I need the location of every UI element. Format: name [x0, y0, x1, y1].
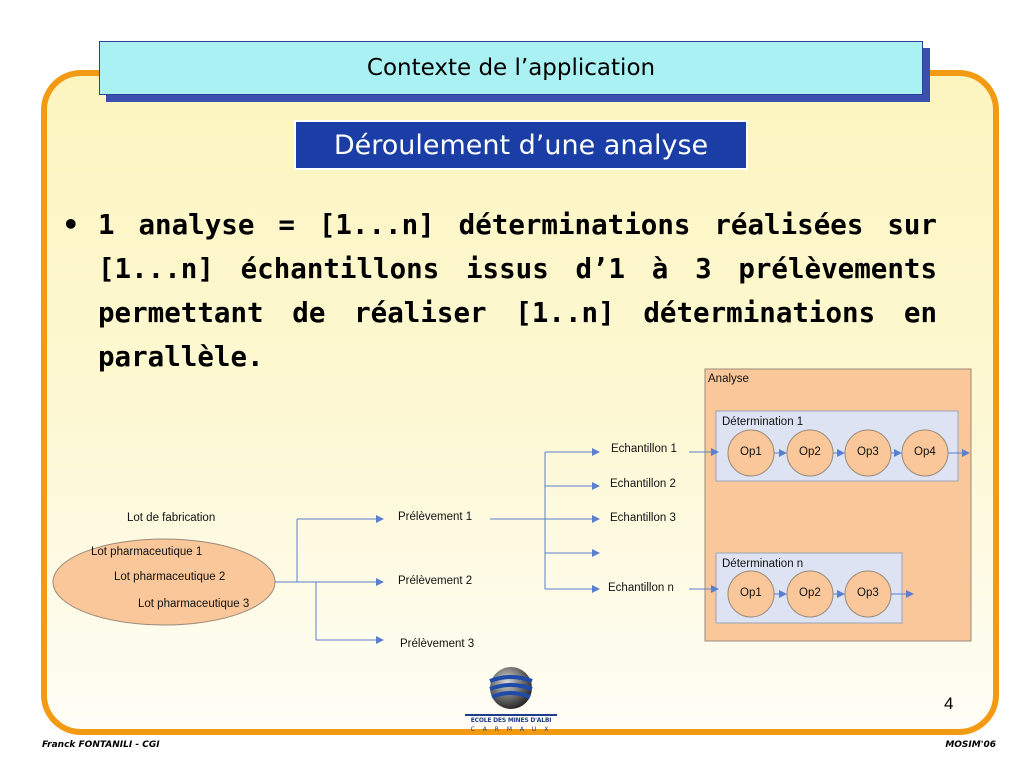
prelevement-label-2: Prélèvement 2	[398, 575, 473, 587]
lot-label-1: Lot pharmaceutique 1	[91, 546, 203, 558]
op-label: Op3	[857, 446, 879, 458]
op-label: Op1	[740, 446, 762, 458]
echantillon-label-n: Echantillon n	[608, 582, 674, 594]
prelevement-label-1: Prélèvement 1	[398, 511, 473, 523]
op-label: Op1	[740, 587, 762, 599]
determination-1-label: Détermination 1	[722, 416, 804, 428]
op-label: Op3	[857, 587, 879, 599]
echantillon-label-1: Echantillon 1	[611, 443, 677, 455]
lot-label-3: Lot pharmaceutique 3	[138, 598, 250, 610]
footer-author: Franck FONTANILI - CGI	[42, 740, 160, 750]
echantillon-label-3: Echantillon 3	[610, 512, 676, 524]
echantillon-label-2: Echantillon 2	[610, 478, 676, 490]
lot-label-2: Lot pharmaceutique 2	[114, 571, 226, 583]
op-label: Op2	[799, 446, 821, 458]
logo-text: ECOLE DES MINES D'ALBI	[470, 717, 552, 724]
analyse-label: Analyse	[708, 373, 749, 385]
op-label: Op4	[914, 446, 936, 458]
op-label: Op2	[799, 587, 821, 599]
slide-subtitle: Déroulement d’une analyse	[294, 120, 748, 170]
page-number: 4	[944, 694, 954, 713]
bullet-text: 1 analyse = [1...n] déterminations réalisées sur [1...n] échantillons issus d’1 à 3 prélèvements permettant de réaliser [1..n] déterminations en parallèle.	[98, 209, 937, 373]
logo-subtext: C A R M A U X	[470, 726, 552, 733]
determination-n-label: Détermination n	[722, 558, 804, 570]
prelevement-label-3: Prélèvement 3	[400, 638, 475, 650]
slide-title: Contexte de l’application	[99, 41, 923, 95]
footer-conference: MOSIM'06	[945, 740, 996, 750]
bullet-dot-icon: •	[62, 209, 80, 241]
lot-de-fabrication-label: Lot de fabrication	[127, 512, 216, 524]
